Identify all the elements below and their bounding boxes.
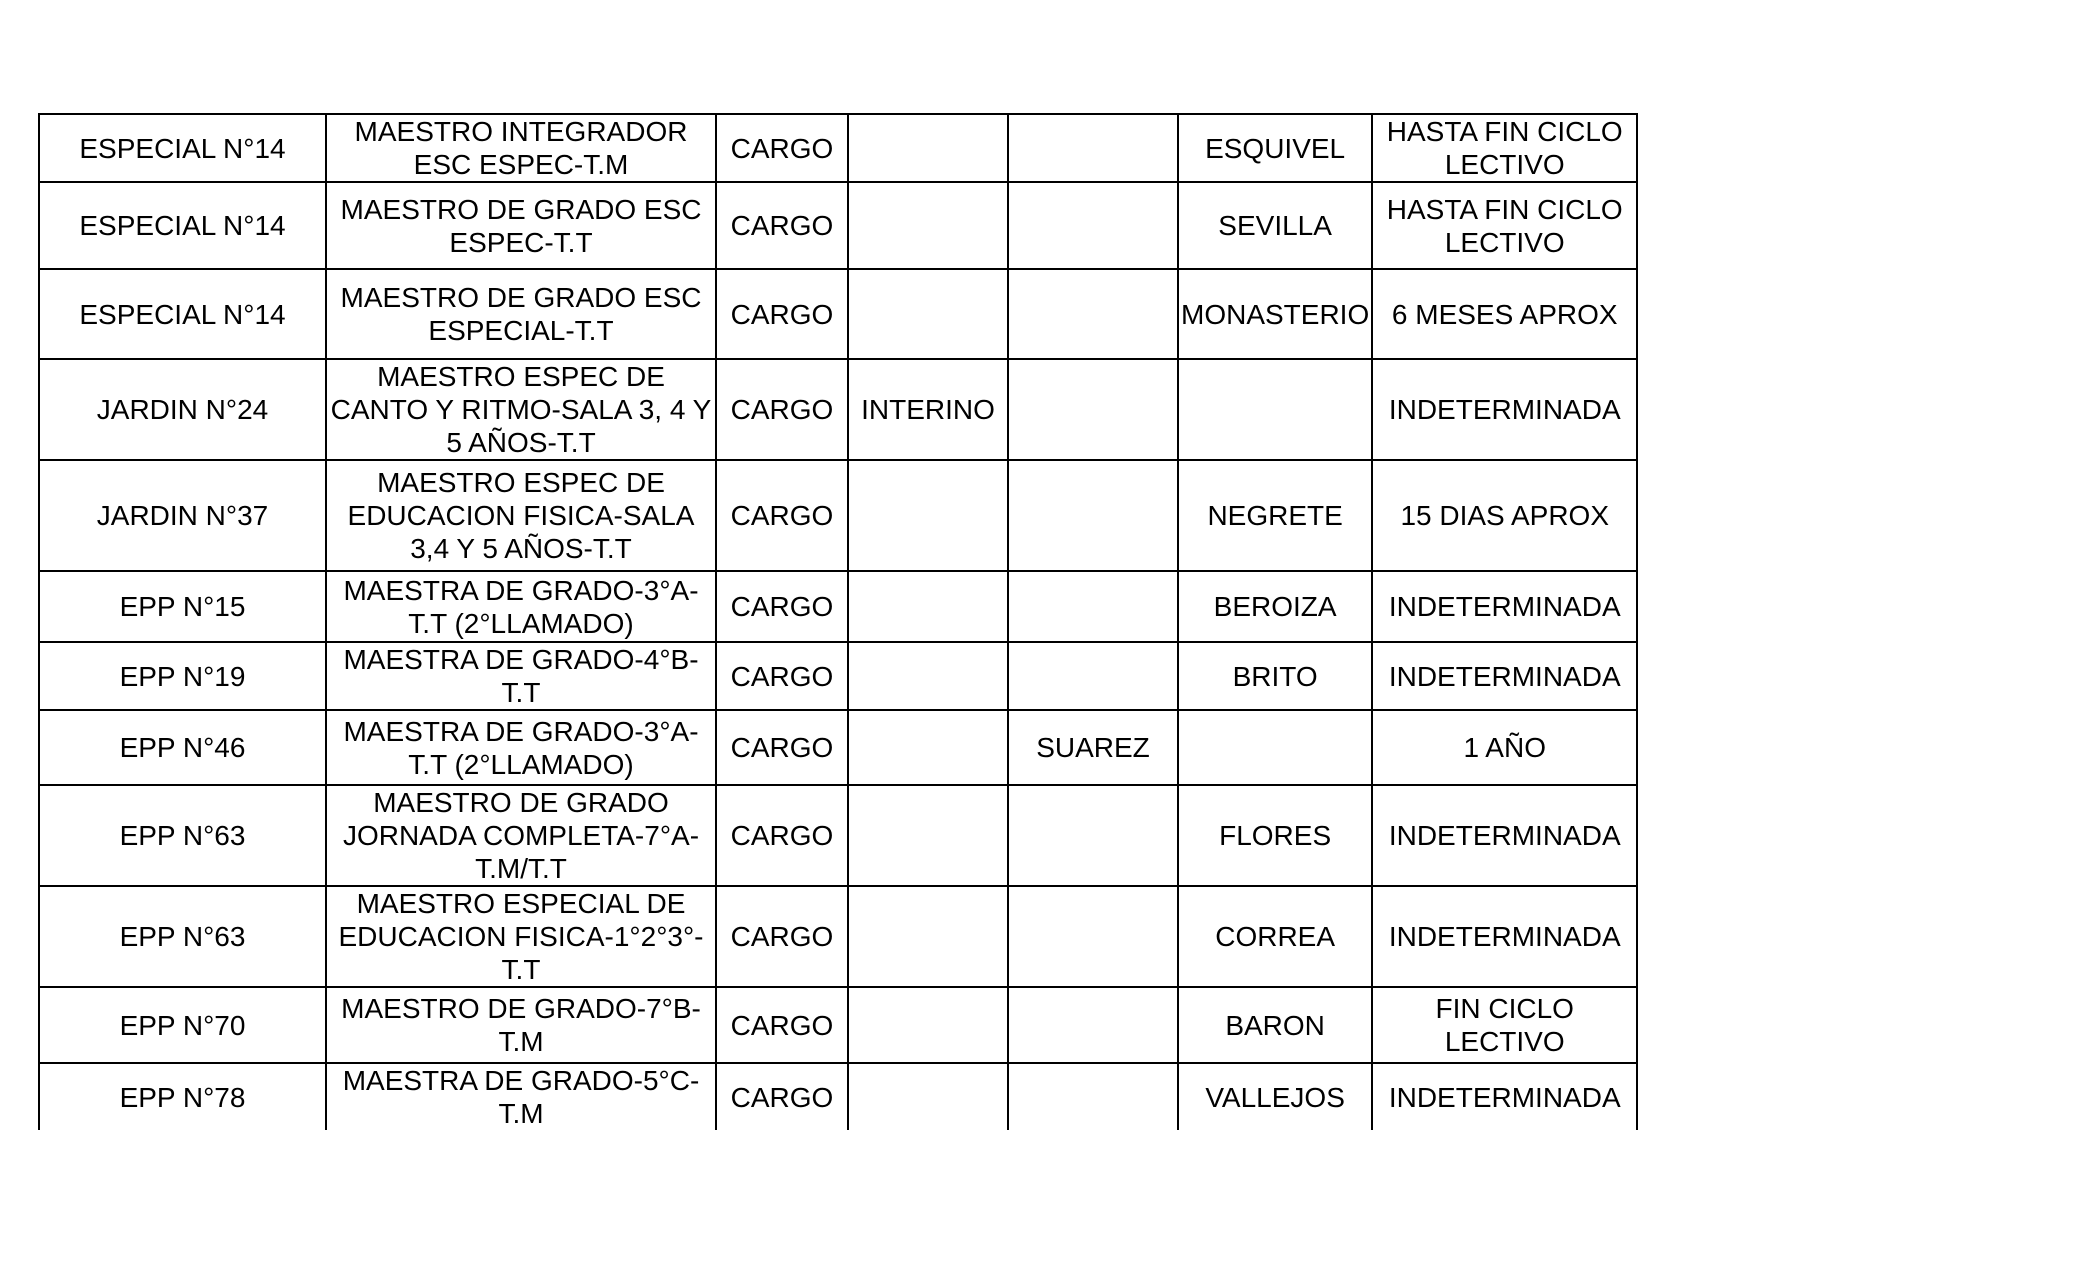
school-cell: ESPECIAL N°14 [39,269,326,359]
duration-cell: INDETERMINADA [1372,1063,1637,1130]
school-cell: JARDIN N°24 [39,359,326,460]
type-cell: CARGO [716,785,848,886]
school-cell: EPP N°63 [39,886,326,987]
table-row [39,785,1637,886]
type-cell: CARGO [716,269,848,359]
type-cell: CARGO [716,987,848,1063]
type-cell: CARGO [716,359,848,460]
school-cell: ESPECIAL N°14 [39,114,326,182]
school-cell: JARDIN N°37 [39,460,326,571]
table-row [39,182,1637,269]
type-cell: CARGO [716,460,848,571]
duration-cell: HASTA FIN CICLO LECTIVO [1372,182,1637,269]
table-row [39,359,1637,460]
vacancy-table [38,113,1638,1130]
assignee-cell [1008,460,1178,571]
school-cell: ESPECIAL N°14 [39,182,326,269]
assignee-cell [1008,987,1178,1063]
replaced-teacher-cell: BEROIZA [1178,571,1372,642]
assignee-cell [1008,886,1178,987]
status-cell [848,269,1008,359]
status-cell: INTERINO [848,359,1008,460]
type-cell: CARGO [716,182,848,269]
replaced-teacher-cell: SEVILLA [1178,182,1372,269]
school-cell: EPP N°70 [39,987,326,1063]
position-cell: MAESTRA DE GRADO-4°B-T.T [326,642,716,710]
table-row [39,710,1637,785]
replaced-teacher-cell: BRITO [1178,642,1372,710]
replaced-teacher-cell: VALLEJOS [1178,1063,1372,1130]
duration-cell: INDETERMINADA [1372,785,1637,886]
status-cell [848,785,1008,886]
assignee-cell [1008,114,1178,182]
position-cell: MAESTRO DE GRADO-7°B-T.M [326,987,716,1063]
duration-cell: INDETERMINADA [1372,886,1637,987]
status-cell [848,182,1008,269]
school-cell: EPP N°46 [39,710,326,785]
school-cell: EPP N°78 [39,1063,326,1130]
position-cell: MAESTRA DE GRADO-5°C-T.M [326,1063,716,1130]
table-row [39,642,1637,710]
type-cell: CARGO [716,710,848,785]
assignee-cell [1008,642,1178,710]
replaced-teacher-cell [1178,710,1372,785]
status-cell [848,571,1008,642]
position-cell: MAESTRA DE GRADO-3°A-T.T (2°LLAMADO) [326,571,716,642]
duration-cell: INDETERMINADA [1372,642,1637,710]
status-cell [848,710,1008,785]
duration-cell: 6 MESES APROX [1372,269,1637,359]
position-cell: MAESTRA DE GRADO-3°A-T.T (2°LLAMADO) [326,710,716,785]
position-cell: MAESTRO DE GRADO JORNADA COMPLETA-7°A-T.M/T.T [326,785,716,886]
position-cell: MAESTRO INTEGRADOR ESC ESPEC-T.M [326,114,716,182]
duration-cell: INDETERMINADA [1372,359,1637,460]
replaced-teacher-cell: MONASTERIO [1178,269,1372,359]
assignee-cell [1008,785,1178,886]
position-cell: MAESTRO ESPEC DE CANTO Y RITMO-SALA 3, 4 Y 5 AÑOS-T.T [326,359,716,460]
replaced-teacher-cell: CORREA [1178,886,1372,987]
table-row [39,1063,1637,1130]
status-cell [848,114,1008,182]
school-cell: EPP N°19 [39,642,326,710]
type-cell: CARGO [716,114,848,182]
duration-cell: FIN CICLO LECTIVO [1372,987,1637,1063]
type-cell: CARGO [716,1063,848,1130]
status-cell [848,460,1008,571]
table-row [39,460,1637,571]
status-cell [848,886,1008,987]
replaced-teacher-cell: BARON [1178,987,1372,1063]
school-cell: EPP N°63 [39,785,326,886]
position-cell: MAESTRO ESPECIAL DE EDUCACION FISICA-1°2°3°-T.T [326,886,716,987]
duration-cell: HASTA FIN CICLO LECTIVO [1372,114,1637,182]
replaced-teacher-cell: NEGRETE [1178,460,1372,571]
duration-cell: 15 DIAS APROX [1372,460,1637,571]
duration-cell: 1 AÑO [1372,710,1637,785]
table-row [39,571,1637,642]
duration-cell: INDETERMINADA [1372,571,1637,642]
replaced-teacher-cell [1178,359,1372,460]
table-row [39,114,1637,182]
assignee-cell: SUAREZ [1008,710,1178,785]
assignee-cell [1008,571,1178,642]
school-cell: EPP N°15 [39,571,326,642]
position-cell: MAESTRO DE GRADO ESC ESPECIAL-T.T [326,269,716,359]
status-cell [848,987,1008,1063]
table-row [39,886,1637,987]
replaced-teacher-cell: FLORES [1178,785,1372,886]
assignee-cell [1008,269,1178,359]
type-cell: CARGO [716,886,848,987]
replaced-teacher-cell: ESQUIVEL [1178,114,1372,182]
assignee-cell [1008,182,1178,269]
status-cell [848,1063,1008,1130]
type-cell: CARGO [716,571,848,642]
position-cell: MAESTRO DE GRADO ESC ESPEC-T.T [326,182,716,269]
assignee-cell [1008,1063,1178,1130]
table-row [39,987,1637,1063]
table-row [39,269,1637,359]
type-cell: CARGO [716,642,848,710]
assignee-cell [1008,359,1178,460]
position-cell: MAESTRO ESPEC DE EDUCACION FISICA-SALA 3,4 Y 5 AÑOS-T.T [326,460,716,571]
status-cell [848,642,1008,710]
